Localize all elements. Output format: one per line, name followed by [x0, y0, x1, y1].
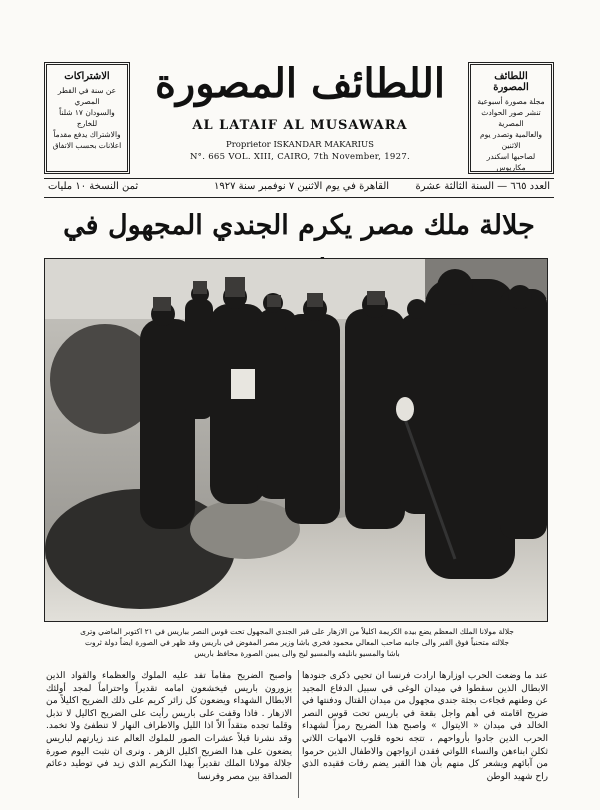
- publisher-box: [468, 62, 554, 174]
- subscription-line: اعلانات بحسب الاتفاق: [52, 141, 122, 150]
- subscription-line: والاشتراك يدفع مقدماً: [53, 130, 121, 139]
- column-divider: [298, 670, 299, 798]
- caption-line: جلالة مولانا الملك المعظم يضع بيده الكريمة اكليلاً من الازهار على قبر الجندي المجهول تحت قوس النصر بباريس في ٢١ اكتوبر الماضي وترى: [80, 627, 514, 636]
- subscription-heading: الاشتراكات: [64, 71, 110, 82]
- photo-caption: [50, 626, 544, 659]
- subscription-line: عن سنة في القطر المصري: [57, 86, 117, 106]
- headline: جلالة ملك مصر يكرم الجندي المجهول في: [63, 210, 535, 241]
- masthead-title-arabic: اللطائف المصورة: [154, 60, 446, 107]
- publisher-line: والعالمية وتصدر يوم الاثنين: [480, 130, 542, 150]
- caption-line: جلالته متحنياً فوق القبر والى جانبه صاحب المعالي محمود فخري باشا وزير مصر المفوض في باريس وقد ظهر في الصورة ايضاً دولة ثروت: [84, 638, 510, 647]
- article-column-right: عند ما وضعت الحرب اوزارها ارادت فرنسا ان تحيي ذكرى جنودها الابطال الذين سقطوا في ميدان الوغى في سبيل الدفاع المجيد عن وطنهم فجاءت بجثة جندي مجهول من ميدان القتال ودفنتها في ضريح اقامته في أهم واجل بقعة في باريس تحت قوس النصر الخالد في ميدان « الايتوال » واصبح هذا الضريح رمزاً لشهداء الحرب الذين جادوا بأرواحهم ، تتجه نحوه قلوب الامهات اللاتي ثكلن ابناءهن والنساء اللواتي فقدن ازواجهن والاطفال الذين حرموا من آبائهم ويشعر كل منهم بأن هذا القبر يضم رفات فقيده الذي راح شهيد الوطن: [302, 671, 548, 782]
- article-column-left: واصبح الضريح مقاماً تفد عليه الملوك والعظماء والقواد الذين يزورون باريس فيخشعون امامه تقديراً واحتراماً لمجد أولئك الابطال الشهداء ويضعون كل زائر كريم على ذلك الضريح اكليلاً من الازهار . فاذا وقفت على باريس رأيت على الضريح اكاليل لا تذبل وقلما تجده متقداً الاّ اذا الليل والاطراف النهار لا تنطفئ ولا تخمد. وقد نشرنا قبلاً عشرات الصور للملوك العالم عند زيارتهم لباريس يضعون على هذا الضريح اكليل الزهر . ونرى ان نثبت اليوم صورة جلالة مولانا الملك تقديراً بهذا التكريم الذي زيد في توطيد دعائم الصداقة بين مصر وفرنسا: [46, 671, 292, 782]
- publisher-heading: اللطائف المصورة: [493, 71, 529, 93]
- issue-price: ثمن النسخة ١٠ مليات: [48, 181, 139, 192]
- subscription-line: والسودان ١٧ شلناً للخارج: [59, 108, 115, 128]
- ceremony-photo-image: [45, 259, 547, 621]
- divider: [44, 197, 554, 198]
- divider: [44, 178, 554, 179]
- issue-line-english: N°. 665 VOL. XIII, CAIRO, 7th November, 1927.: [189, 152, 411, 162]
- ceremony-photo: [44, 258, 548, 622]
- proprietor-line: Proprietor ISKANDAR MAKARIUS: [226, 140, 374, 150]
- issue-date: القاهرة في يوم الاثنين ٧ نوفمبر سنة ١٩٢٧: [214, 181, 390, 192]
- publisher-line: مجلة مصورة أسبوعية: [477, 97, 545, 106]
- masthead-title-english: AL LATAIF AL MUSAWARA: [192, 118, 408, 133]
- subscription-box: [44, 62, 130, 174]
- caption-line: باشا والمسيو بانليفه والمسيو ليج والى يمين الصورة محافظ باريس: [194, 649, 400, 658]
- publisher-line: لصاحبها اسكندر مكاريوس: [486, 152, 536, 172]
- publisher-line: تنشر صور الحوادث المصرية: [481, 108, 541, 128]
- dateline: [44, 180, 554, 196]
- issue-number: العدد ٦٦٥ — السنة الثالثة عشرة: [415, 181, 550, 192]
